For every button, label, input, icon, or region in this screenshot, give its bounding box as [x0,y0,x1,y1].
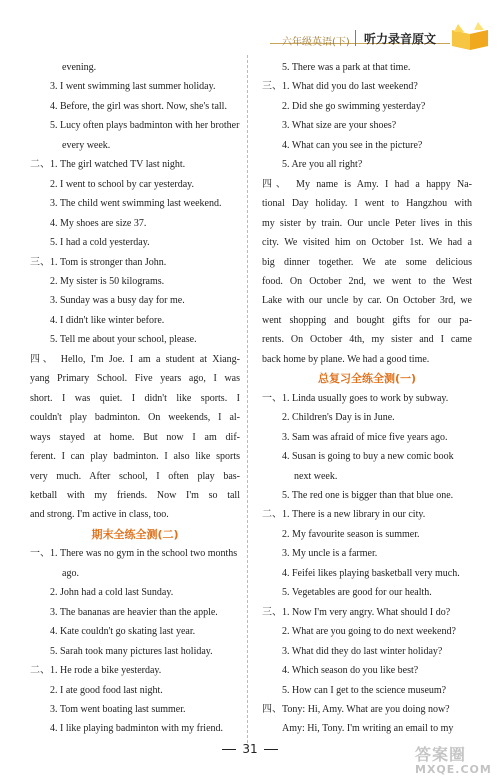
text-line: 一、1. Linda usually goes to work by subway. [262,392,449,404]
text-line: rents. On October 4th, my sister and I came [262,334,472,346]
text-line: 2. Did she go swimming yesterday? [282,100,426,112]
text-line: 2. Children's Day is in June. [282,412,395,424]
text-line: and strong. I'm active in class, too. [30,509,169,521]
text-line: back home by plane. We had a good time. [262,353,430,365]
text-line: 2. I went to school by car yesterday. [50,178,195,190]
text-line: ago. [62,567,79,579]
text-line: 2. My sister is 50 kilograms. [50,275,165,287]
section-title: 期末全练全测(二) [91,527,179,541]
text-line: tional Day holiday. I went to Hangzhou with [262,198,472,210]
text-line: 2. What are you going to do next weekend? [282,626,456,638]
text-line: 3. The child went swimming last weekend. [50,198,222,210]
text-line: my sister by train. Our uncle Peter lives in this [262,217,472,229]
text-line: 三、1. Tom is stronger than John. [30,256,167,268]
watermark-line1: 答案圈 [415,745,467,764]
text-line: 3. Tom went boating last summer. [50,703,186,715]
text-line: 4. Which season do you like best? [282,665,419,677]
right-column [262,58,472,739]
section-title: 总复习全练全测(一) [317,372,417,386]
text-line: 4. My shoes are size 37. [50,217,147,229]
text-line: 2. My favourite season is summer. [282,528,420,540]
text-line: 5. Are you all right? [282,159,363,171]
text-line: city. We visited him on October 1st. We had a [262,237,472,249]
text-line: 5. Sarah took many pictures last holiday. [50,645,213,657]
column-divider [247,55,248,743]
text-line: 5. How can I get to the science museum? [282,684,447,696]
text-line: 二、1. The girl watched TV last night. [30,159,186,171]
watermark-line2: MXQE.COM [415,763,492,776]
text-line: 4. Before, the girl was short. Now, she's tall. [50,100,227,112]
text-line: 四、 My name is Amy. I had a happy Na- [262,178,472,190]
text-line: 三、1. What did you do last weekend? [262,81,418,93]
text-line: big dinner together. We ate some delicious [262,256,472,268]
header-title: 听力录音原文 [364,32,437,46]
text-line: 3. The bananas are heavier than the apple. [50,606,218,618]
left-column [30,58,240,739]
text-line: 5. Vegetables are good for our health. [282,587,432,599]
text-line: food. On October 2nd, we went to the West [262,275,472,287]
text-line: Lake with our uncle by car. On October 3rd, we [262,295,472,307]
text-line: 4. Feifei likes playing basketball very much. [282,567,460,579]
text-line: 2. I ate good food last night. [50,684,163,696]
text-line: 5. I had a cold yesterday. [50,237,150,249]
text-line: 5. Lucy often plays badminton with her brother [50,120,240,132]
text-line: 4. I didn't like winter before. [50,314,165,326]
text-line: evening. [62,62,97,73]
text-line: 3. What size are your shoes? [282,120,397,132]
text-line: 5. The red one is bigger than that blue one. [282,489,454,501]
text-line: 5. There was a park at that time. [282,62,411,73]
text-line: Amy: Hi, Tony. I'm writing an email to my [282,723,454,735]
text-line: 4. Susan is going to buy a new comic book [282,451,454,463]
text-line: 4. What can you see in the picture? [282,139,423,151]
text-line: ways stayed at home. But now I am dif- [30,431,240,443]
text-line: next week. [294,470,338,482]
text-line: 5. Tell me about your school, please. [50,334,197,346]
book-corner-icon [448,20,492,54]
text-line: went shopping and bought gifts for our pa- [262,314,472,326]
text-line: 二、1. He rode a bike yesterday. [30,665,162,677]
text-line: 三、1. Now I'm very angry. What should I do? [262,606,451,618]
text-line: 一、1. There was no gym in the school two months [30,548,238,560]
text-line: 二、1. There is a new library in our city. [262,509,426,521]
text-line: very much. After school, I often play bas- [30,470,240,482]
text-line: 四、 Hello, I'm Joe. I am a student at Xiang- [30,353,240,365]
watermark-logo [415,742,493,774]
text-line: 4. I like playing badminton with my friend. [50,723,224,735]
text-line: 四、Tony: Hi, Amy. What are you doing now? [262,703,450,715]
text-line: ferent. I can play badminton. I also like sports [30,451,240,463]
text-line: 3. Sunday was a busy day for me. [50,295,185,307]
text-line: short. I was quiet. I didn't like sports. I [30,392,240,404]
text-line: ketball with my friends. Now I'm so tall [30,489,240,501]
text-line: 2. John had a cold last Sunday. [50,587,174,599]
text-line: couldn't play badminton. On weekends, I al- [30,412,240,424]
text-line: yang Primary School. Five years ago, I was [30,373,240,385]
header-separator [355,30,356,46]
page-number-text: 31 [242,742,258,756]
text-line: every week. [62,139,111,151]
text-line: 4. Kate couldn't go skating last year. [50,626,196,638]
text-line: 3. My uncle is a farmer. [282,548,378,560]
page-dash-left [222,749,236,750]
text-line: 3. What did they do last winter holiday? [282,645,443,657]
header-grade: 六年级英语(下) [282,37,350,48]
page-dash-right [264,749,278,750]
text-line: 3. Sam was afraid of mice five years ago. [282,431,448,443]
text-line: 3. I went swimming last summer holiday. [50,81,216,93]
